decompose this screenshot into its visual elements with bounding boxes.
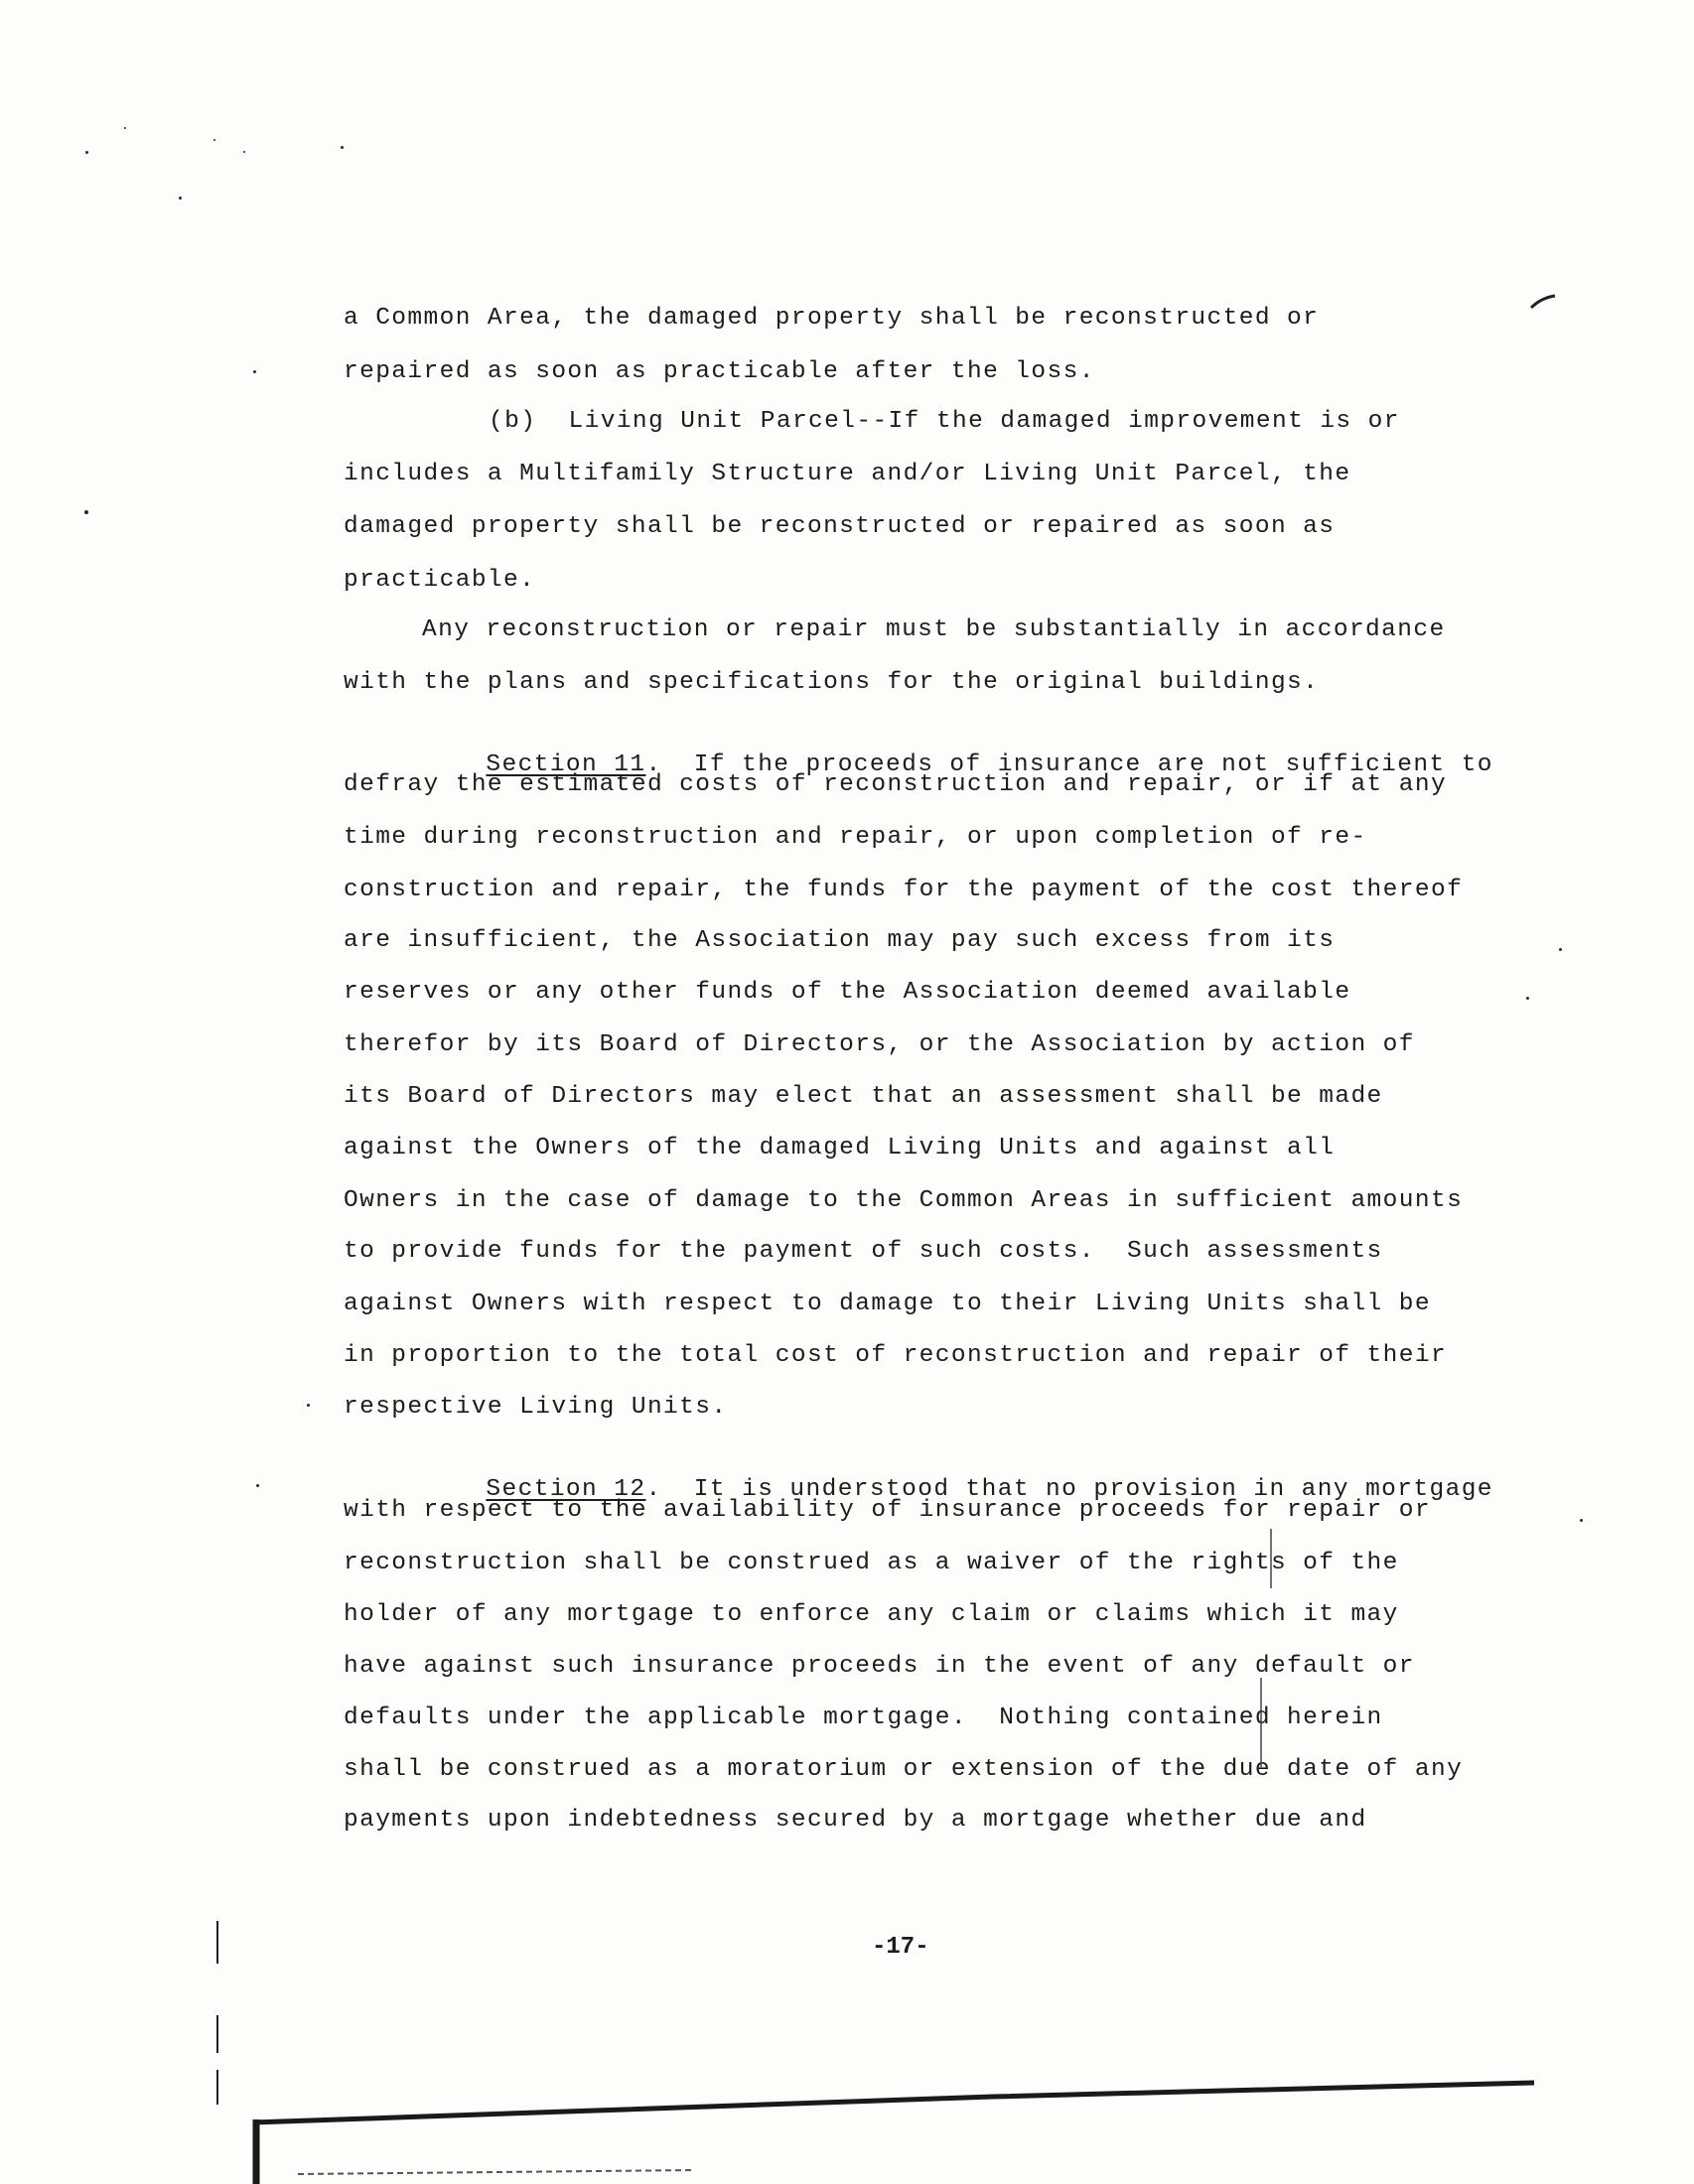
body-line: in proportion to the total cost of reconstruction and repair of their: [344, 1342, 1448, 1369]
section-heading-period: .: [645, 751, 662, 778]
section-12-heading: Section 12: [486, 1476, 646, 1503]
body-line: construction and repair, the funds for the payment of the cost thereof: [344, 877, 1464, 903]
section-11-heading: Section 11: [486, 751, 646, 778]
section-12-text: It is understood that no provision in any mortgage: [693, 1476, 1493, 1503]
body-line: holder of any mortgage to enforce any claim or claims which it may: [344, 1601, 1399, 1628]
scan-speck: [85, 151, 88, 154]
scan-speck: [213, 139, 215, 141]
scan-speck: [1526, 997, 1529, 1000]
body-line: Owners in the case of damage to the Common Areas in sufficient amounts: [344, 1187, 1464, 1214]
body-line: therefor by its Board of Directors, or the Association by action of: [344, 1031, 1415, 1058]
body-line: are insufficient, the Association may pay such excess from its: [344, 927, 1336, 954]
body-line: with respect to the availability of insurance proceeds for repair or: [344, 1497, 1431, 1524]
body-line: damaged property shall be reconstructed or repaired as soon as: [344, 513, 1336, 540]
body-line: (b) Living Unit Parcel--If the damaged improvement is or: [489, 408, 1400, 435]
scan-speck: [307, 1404, 310, 1407]
body-line: reconstruction shall be construed as a waiver of the rights of the: [344, 1550, 1399, 1576]
body-line: a Common Area, the damaged property shall be reconstructed or: [344, 305, 1320, 332]
body-line: against the Owners of the damaged Living Units and against all: [344, 1135, 1336, 1161]
scan-speck: [1559, 948, 1562, 951]
body-line: practicable.: [344, 567, 536, 594]
bottom-noise: [298, 2170, 695, 2174]
section-heading-period: .: [645, 1476, 662, 1503]
body-line: payments upon indebtedness secured by a mortgage whether due and: [344, 1807, 1367, 1834]
scan-speck: [1580, 1519, 1583, 1522]
body-line: includes a Multifamily Structure and/or Living Unit Parcel, the: [344, 461, 1351, 487]
body-line: defaults under the applicable mortgage. Nothing contained herein: [344, 1705, 1383, 1731]
scan-speck: [179, 197, 182, 200]
body-line: time during reconstruction and repair, or upon completion of re-: [344, 824, 1367, 851]
scan-speck: [84, 510, 88, 514]
body-line: respective Living Units.: [344, 1394, 728, 1421]
body-line: have against such insurance proceeds in the event of any default or: [344, 1653, 1415, 1680]
body-line: Any reconstruction or repair must be substantially in accordance: [422, 616, 1446, 643]
body-line: its Board of Directors may elect that an assessment shall be made: [344, 1083, 1383, 1110]
scan-speck: [243, 151, 245, 153]
corner-mark: [1531, 296, 1555, 308]
body-line: repaired as soon as practicable after the loss.: [344, 358, 1095, 385]
scan-speck: [124, 127, 126, 129]
body-line: against Owners with respect to damage to their Living Units shall be: [344, 1291, 1431, 1317]
scan-speck: [256, 1484, 259, 1487]
scan-speck: [253, 370, 256, 373]
body-line: shall be construed as a moratorium or extension of the due date of any: [344, 1756, 1464, 1783]
section-11-text: If the proceeds of insurance are not sufficient to: [693, 751, 1493, 778]
body-line: with the plans and specifications for the original buildings.: [344, 669, 1320, 696]
body-line: reserves or any other funds of the Association deemed available: [344, 979, 1351, 1006]
scan-speck: [341, 146, 344, 149]
bottom-rule: [253, 2083, 1534, 2122]
page-number: -17-: [872, 1934, 929, 1961]
body-line: defray the estimated costs of reconstruction and repair, or if at any: [344, 771, 1448, 798]
body-line: to provide funds for the payment of such costs. Such assessments: [344, 1238, 1383, 1265]
